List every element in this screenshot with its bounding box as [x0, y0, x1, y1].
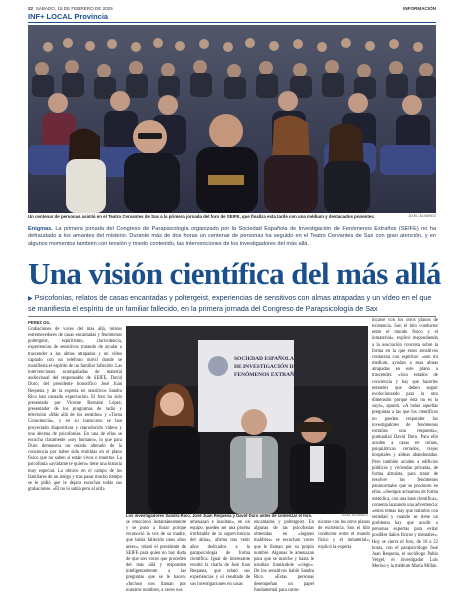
- column-4-text: encantadas y poltergeist. En algunas de las psicofonías obtenidas en «lugares malditos» se escuchan voces que le llaman por su propio nombre. Algunas le amenazan para que se marche y hasta le insultan llamándole «ciego». De los sensitivos habló Sandra Rico. «Estas personas desempeñan un papel fundamental para comu-: [254, 520, 314, 593]
- banner-line-1: SOCIEDAD ESPAÑOLA: [234, 356, 294, 362]
- photo1-caption-text: Un centenar de personas asistió en el Teatro Cervantes de Sax a la primera jornada del foro de SEIFE, que finaliza esta tarde con una médium y destacados ponentes.: [28, 214, 375, 219]
- section-name: INF+ LOCAL: [28, 12, 73, 21]
- photo1-caption: [28, 214, 436, 222]
- banner-line-2: DE INVESTIGACIÓN DE: [234, 364, 298, 370]
- article-column-2: [126, 520, 186, 594]
- column-3-text: amenazan e insultan», en un equipo, pueden ser una prueba irrefutable de la supervivencia del alma», afirma tras venir años dedicados a la parapsicología de forma científica. Igual de interesante resultó la charla de José Juan Requena, que relató sus experiencias y el resultado de sus investigaciones en casas: [190, 520, 250, 587]
- investigators-photo: [126, 326, 368, 514]
- triangle-bullet-icon: ▶: [28, 296, 33, 302]
- column-1-text: Grabaciones de voces del más allá, relatos estremecedores de casas encantadas y fenómenos poltergeist, espiritismo, clarividencia, experiencias de sensitivos tratando de ayudar a trascender a las almas atrapadas y un vídeo captado con un teléfono móvil donde se manifiesta el espíritu de un familiar fallecido. Las intervenciones acompañadas de material audiovisual del responsable de SEIFE, David Duro; del presidente honorífico José Juan Requena y de la experta en sensitivos Sandra Rico han causado expectación. El foro ha sido presentado por Vicente Bernabé López, presentador de los programas de radio y televisión «Más allá de los sentidos» y «Toma Consciencia», y en su transcurso se han proyectado diapositivas y reproducido vídeos y una decena de psicofonías. En una de ellas se escucha claramente «soy humano», lo que para Duro demuestra un estado alterado de la conciencia por haber sido emitidas en el plano físico que no saben si están vivos o muertos. La psicofonía «ayúdame te quiero» tiene una historia muy especial. La obtuvo en el campo de los familiares de un amigo y tras pasar mucho tiempo se le pidió que le dejara escuchar todas sus grabaciones. «Él no lo sabía pero al oírla: [28, 327, 122, 493]
- column-2-text: se emocionó instantáneamente y se puso a llorar porque reconoció la voz de su madre, que había fallecido unos años antes», relató el presidente de SEIFE para quien no hay duda de que son voces que proceden del más allá y responden inteligentemente a las preguntas que se le hacen. «Incluso nos llaman por nuestros nombres, a veces nos: [126, 520, 186, 593]
- byline: PEREZ GIL: [28, 320, 51, 325]
- lede-paragraph: [28, 226, 436, 248]
- photo1-credit: AXEL ÁLVAREZ: [408, 214, 436, 218]
- article-column-4: [254, 520, 314, 594]
- photo2-caption-text: Los investigadores Sandra Rico, José Juan Requena y David Duro antes de comenzar el foro.: [126, 513, 313, 518]
- audience-photo: [28, 25, 436, 213]
- page-header-left: [28, 6, 113, 11]
- section-bar: [28, 12, 436, 23]
- column-5-text: nicarse con los otros planos de existencia. Son el hilo conductor entre el mundo físico y el inmaterial», explicó la experta: [318, 520, 370, 550]
- page-number: 22: [28, 6, 34, 11]
- lede-place: Enigmas.: [28, 226, 53, 232]
- photo2-caption: [126, 513, 368, 520]
- page-date: SÁBADO, 15 DE FEBRERO DE 2025: [35, 6, 113, 11]
- column-6-text: nicarse con los otros planos de existencia. Son el hilo conductor entre el mundo físico y el inmaterial», explicó respondiendo a la asociación concreta sobre la forma en la que estos sensitivos contactan con espíritus: «son mi medium, ayudan a esas almas atrapadas en este plano a trascender. «Son estados de conciencia y hay que hacerles entender que deben seguir evolucionando para la otra dimensión porque ésta no es la suya», apuntó. «A todas aquellas preguntas a las que los científicos no pueden responder los investigadores de fenómenos extraños una respuesta», puntualizó David Duro. Para ello acuden a casas en ruinas, psiquiátricos cerrados, viejos hospitales y aldeas abandonadas. Pero también acuden a edificios públicos y viviendas privadas, de forma altruista, para tratar de resolver los fenómenos paranormales que se producen en ellas. «Siempre actuamos de forma metódica, con una base científica», comenta lanzando una advertencia: «estos temas hay que tratarlos con seriedad y cuando se tiene un problema hay que acudir a personas expertas para evitar posibles daños físicos y mentales». Hoy se cierra el foro, de 18 a 22 horas, con el parapsicólogo José Juan Requena, el sociólogo Pablo Vergel, el investigador Luis Merino y la médium María Millán.: [372, 318, 438, 570]
- article-column-6: [372, 318, 438, 570]
- article-headline: Una visión científica del más allá: [28, 256, 441, 291]
- photo2-credit: AXEL ÁLVAREZ: [342, 513, 368, 517]
- divider-rule: [28, 316, 436, 317]
- article-column-1: [28, 327, 122, 493]
- article-column-5: [318, 520, 370, 551]
- banner-line-3: FENÓMENOS EXTRAÑOS: [234, 372, 302, 378]
- article-column-3: [190, 520, 250, 588]
- section-province: Provincia: [74, 12, 109, 21]
- newspaper-section-label: INFORMACIÓN: [403, 6, 436, 11]
- lede-text: La primera jornada del Congreso de Parapsicología organizado por la Sociedad Española de Investigación de Fenómenos Extraños (SEIFE) no ha defraudado a los amantes del misterio. Durante más de dos horas un centenar de personas ha seguido en el Teatro Cervantes de Sax con gran atención, y en algunos momentos también con tensión y miedo contenido, las intervenciones de los investigadores del más allá.: [28, 226, 436, 247]
- article-subhead: [28, 293, 436, 313]
- subhead-text: Psicofonías, relatos de casas encantadas y poltergeist, experiencias de sensitivos con almas atrapadas y un vídeo en el que se manifiesta el espíritu de un familiar fallecido, en la primera jornada del Congreso de Parapsicología de Sax: [28, 293, 432, 314]
